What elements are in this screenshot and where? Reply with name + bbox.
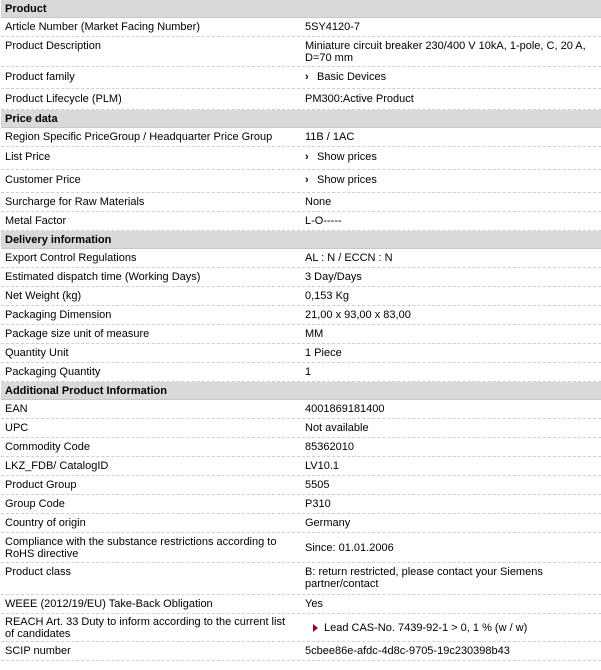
table-row [1,400,601,419]
row-label: Quantity Unit [5,347,69,359]
row-label: Product Group [5,479,77,491]
row-label: Group Code [5,498,65,510]
row-label: Product Lifecycle (PLM) [5,93,122,105]
chevron-right-icon: › [305,71,309,83]
customer-price-link[interactable] [301,170,601,192]
row-value: 5505 [305,479,330,491]
row-label: Compliance with the substance restrictions according to RoHS directive [5,535,277,560]
row-label: LKZ_FDB/ CatalogID [5,460,109,472]
row-value: None [305,196,332,208]
section-header-product: Product [1,0,601,18]
chevron-right-icon: › [305,174,309,186]
row-label: Customer Price [5,174,81,186]
chevron-right-icon: › [305,151,309,163]
table-row [1,170,601,193]
table-row [1,37,601,67]
row-label: WEEE (2012/19/EU) Take-Back Obligation [5,598,213,610]
table-row [1,533,601,563]
row-value: Since: 01.01.2006 [305,541,394,554]
row-label: Commodity Code [5,441,90,453]
table-row [1,563,601,595]
row-label: UPC [5,422,29,434]
row-value: LV10.1 [305,460,340,472]
link-label[interactable]: Lead CAS-No. 7439-92-1 > 0, 1 % (w / w) [324,621,528,634]
row-value: P310 [305,498,331,510]
table-row [1,438,601,457]
link-label[interactable]: Basic Devices [317,71,387,83]
row-label: Net Weight (kg) [5,290,82,302]
row-label: Packaging Quantity [5,366,101,378]
row-value: PM300:Active Product [305,93,414,105]
row-label: List Price [5,151,51,163]
table-row [1,287,601,306]
table-row [1,268,601,287]
row-label: Product Description [5,40,101,52]
table-row [1,614,601,642]
row-value: MM [305,328,324,340]
row-label: Country of origin [5,517,86,529]
section-header-delivery-information: Delivery information [1,231,601,249]
row-value: Yes [305,598,323,610]
table-row [1,67,601,89]
row-value: Miniature circuit breaker 230/400 V 10kA, 1-pole, C, 20 A, D=70 mm [305,40,586,64]
table-row [1,212,601,231]
row-label: Product class [5,566,72,578]
table-row [1,147,601,170]
link-label[interactable]: Show prices [317,151,377,163]
table-row [1,363,601,382]
table-row [1,344,601,363]
row-value: 5cbee86e-afdc-4d8c-9705-19c230398b43 [305,645,510,657]
row-label: Product family [5,71,75,83]
row-label: Region Specific PriceGroup / Headquarter Price Group [5,131,273,143]
table-row [1,495,601,514]
row-value: 85362010 [305,441,354,453]
row-value: 21,00 x 93,00 x 83,00 [305,309,411,321]
row-value: 1 [305,366,312,378]
table-row [1,18,601,37]
row-label: EAN [5,403,28,415]
row-value: 0,153 Kg [305,290,350,302]
row-value: 4001869181400 [305,403,385,415]
row-label: Metal Factor [5,215,67,227]
row-value: 1 Piece [305,347,342,359]
row-value: AL : N / ECCN : N [305,252,393,264]
table-row [1,419,601,438]
table-row [1,325,601,344]
reach-info-link[interactable] [301,614,601,641]
row-label: REACH Art. 33 Duty to inform according to the current list of candidates [5,615,286,640]
red-triangle-icon [313,624,318,632]
row-label: Surcharge for Raw Materials [5,196,145,208]
row-value: Germany [305,517,351,529]
table-row [1,514,601,533]
row-value: 3 Day/Days [305,271,362,283]
link-label[interactable]: Show prices [317,174,377,186]
table-row [1,595,601,614]
table-row [1,476,601,495]
row-value: 11B / 1AC [305,131,355,143]
row-label: Export Control Regulations [5,252,137,264]
section-header-price-data: Price data [1,110,601,128]
row-value: L-O----- [305,215,342,227]
row-value: Not available [305,422,369,434]
table-row [1,193,601,212]
row-label: Packaging Dimension [5,309,112,321]
product-data-table [1,0,601,661]
row-label: Package size unit of measure [5,328,150,340]
table-row [1,642,601,661]
product-family-link[interactable] [301,67,601,88]
table-row [1,306,601,325]
row-label: Estimated dispatch time (Working Days) [5,271,201,283]
table-row [1,128,601,147]
row-value: 5SY4120-7 [305,21,361,33]
row-label: Article Number (Market Facing Number) [5,21,200,33]
row-value: B: return restricted, please contact your Siemens partner/contact [305,566,543,590]
table-row [1,457,601,476]
list-price-link[interactable] [301,147,601,169]
section-header-additional-product-information: Additional Product Information [1,382,601,400]
table-row [1,249,601,268]
table-row [1,89,601,110]
row-label: SCIP number [5,645,71,657]
